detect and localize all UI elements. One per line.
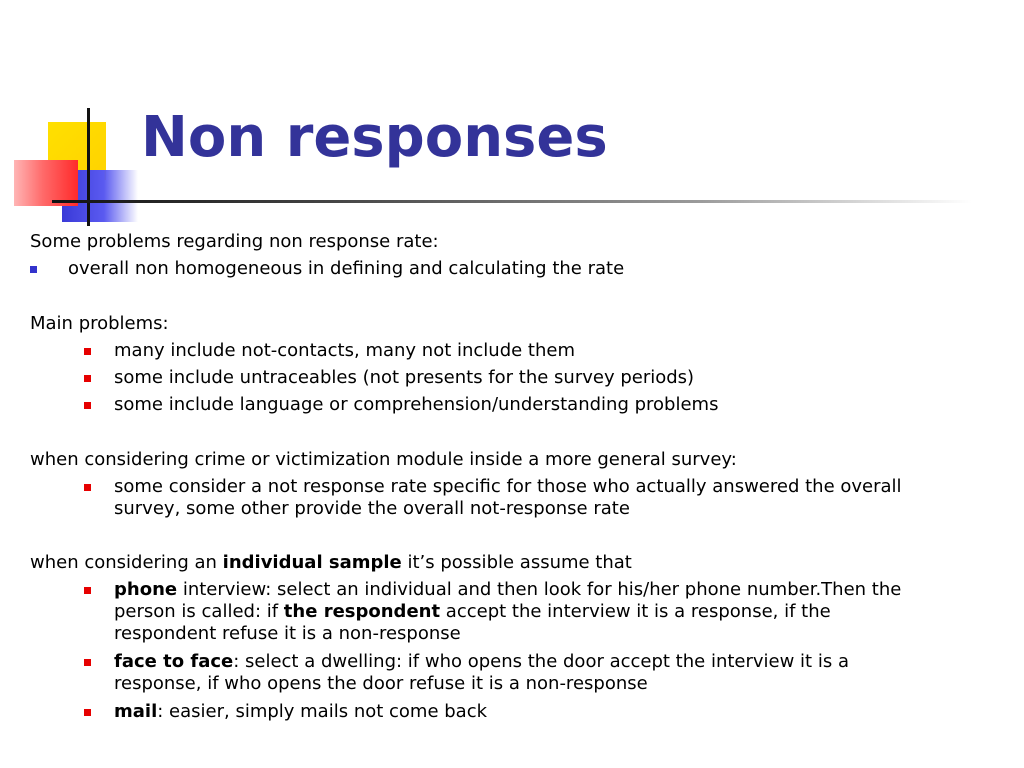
square-bullet-icon — [30, 266, 37, 273]
face-line1-text: : select a dwelling: if who opens the door accept the interview it is a — [233, 651, 849, 672]
phone-line2-pre: person is called: if — [114, 601, 284, 622]
phone-bullet-line3: respondent refuse it is a non-response — [114, 623, 461, 644]
square-bullet-icon — [84, 587, 91, 594]
square-bullet-icon — [84, 402, 91, 409]
phone-label: phone — [114, 579, 178, 600]
phone-line2-post: accept the interview it is a response, if the — [440, 601, 831, 622]
square-bullet-icon — [84, 659, 91, 666]
phone-line2-bold: the respondent — [283, 601, 441, 622]
square-bullet-icon — [84, 484, 91, 491]
slide-title: Non responses — [141, 105, 608, 170]
square-bullet-icon — [84, 375, 91, 382]
individual-sample-heading-bold: individual sample — [222, 552, 402, 573]
main-problems-bullet-text: some include language or comprehension/understanding problems — [114, 394, 719, 415]
individual-sample-heading — [30, 551, 632, 574]
crime-module-bullet-line2: survey, some other provide the overall not-response rate — [114, 498, 630, 519]
face-bullet-line1 — [114, 650, 849, 673]
crime-module-heading: when considering crime or victimization module inside a more general survey: — [30, 449, 737, 470]
intro-heading: Some problems regarding non response rate: — [30, 231, 439, 252]
main-problems-heading: Main problems: — [30, 313, 169, 334]
title-underline — [52, 200, 972, 203]
individual-sample-heading-pre: when considering an — [30, 552, 223, 573]
face-label: face to face — [114, 651, 234, 672]
square-bullet-icon — [84, 709, 91, 716]
phone-bullet-line2 — [114, 600, 831, 623]
individual-sample-heading-post: it’s possible assume that — [401, 552, 632, 573]
phone-line1-text: interview: select an individual and then look for his/her phone number.Then the — [177, 579, 902, 600]
mail-bullet-text — [114, 700, 487, 723]
phone-bullet-line1 — [114, 578, 901, 601]
crime-module-bullet-line1: some consider a not response rate specific for those who actually answered the overall — [114, 476, 902, 497]
main-problems-bullet-text: many include not-contacts, many not include them — [114, 340, 575, 361]
intro-bullet-text: overall non homogeneous in defining and calculating the rate — [68, 258, 625, 279]
logo-vertical-line — [87, 108, 90, 226]
face-bullet-line2: response, if who opens the door refuse it is a non-response — [114, 673, 648, 694]
square-bullet-icon — [84, 348, 91, 355]
mail-text: : easier, simply mails not come back — [157, 701, 488, 722]
main-problems-bullet-text: some include untraceables (not presents for the survey periods) — [114, 367, 695, 388]
mail-label: mail — [114, 701, 158, 722]
